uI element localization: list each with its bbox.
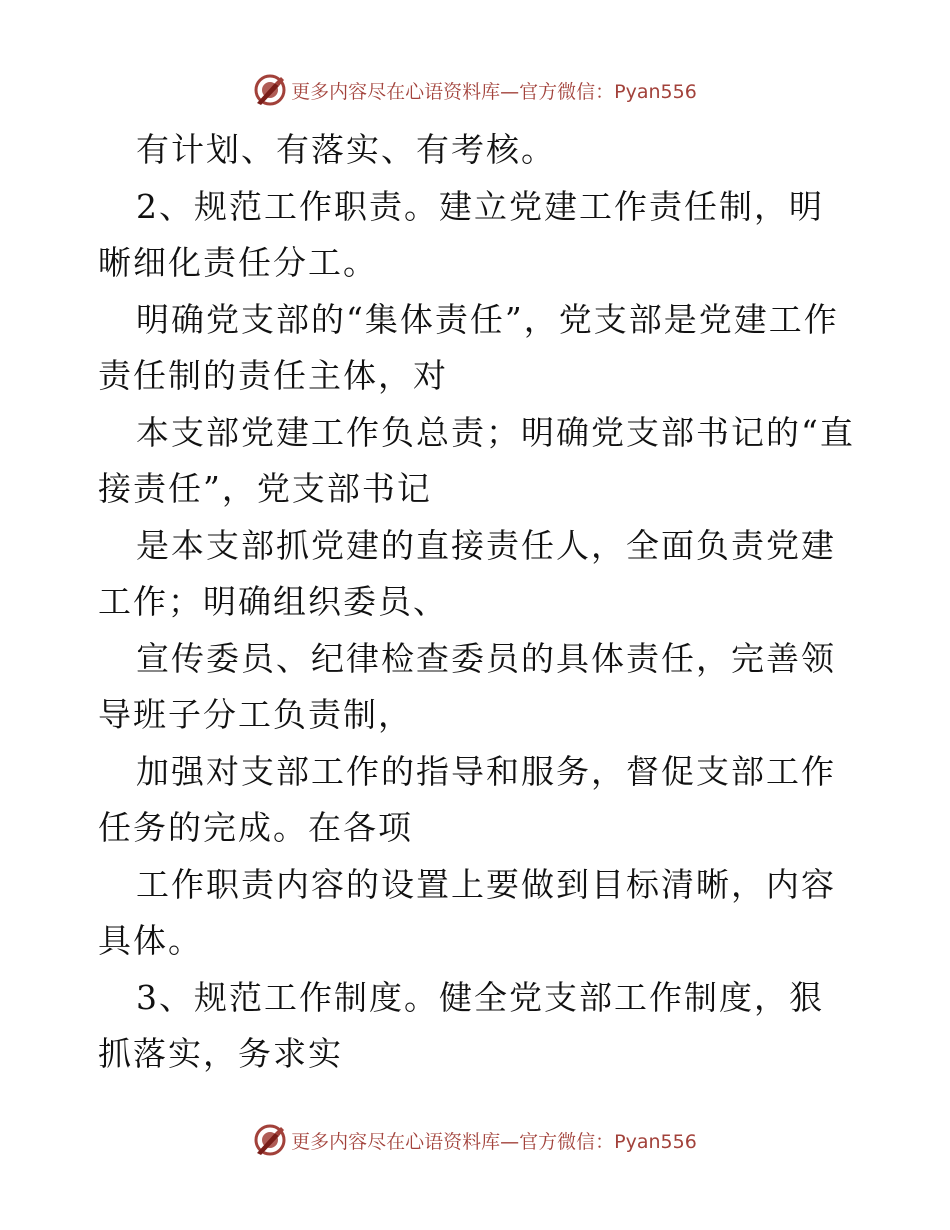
paragraph: 3、规范工作制度。健全党支部工作制度，狠抓落实，务求实 xyxy=(98,977,824,1073)
paragraph: 2、规范工作职责。建立党建工作责任制，明晰细化责任分工。 xyxy=(98,186,824,282)
paragraph: 是本支部抓党建的直接责任人，全面负责党建工作；明确组织委员、 xyxy=(98,525,836,621)
paragraph: 明确党支部的“集体责任”，党支部是党建工作责任制的责任主体，对 xyxy=(98,299,839,395)
document-body xyxy=(98,122,858,1083)
footer-banner xyxy=(0,1120,950,1160)
paragraph: 工作职责内容的设置上要做到目标清晰，内容具体。 xyxy=(98,864,836,960)
paragraph: 有计划、有落实、有考核。 xyxy=(136,130,556,169)
banner-text: 更多内容尽在心语资料库—官方微信：Pyan556 xyxy=(291,80,697,103)
pen-logo-icon xyxy=(253,1123,287,1157)
pen-logo-icon xyxy=(253,73,287,107)
header-banner xyxy=(0,70,950,110)
paragraph: 宣传委员、纪律检查委员的具体责任，完善领导班子分工负责制， xyxy=(98,638,836,734)
paragraph: 加强对支部工作的指导和服务，督促支部工作任务的完成。在各项 xyxy=(98,751,836,847)
banner-text: 更多内容尽在心语资料库—官方微信：Pyan556 xyxy=(291,1130,697,1153)
paragraph: 本支部党建工作负总责；明确党支部书记的“直接责任”，党支部书记 xyxy=(98,412,855,508)
